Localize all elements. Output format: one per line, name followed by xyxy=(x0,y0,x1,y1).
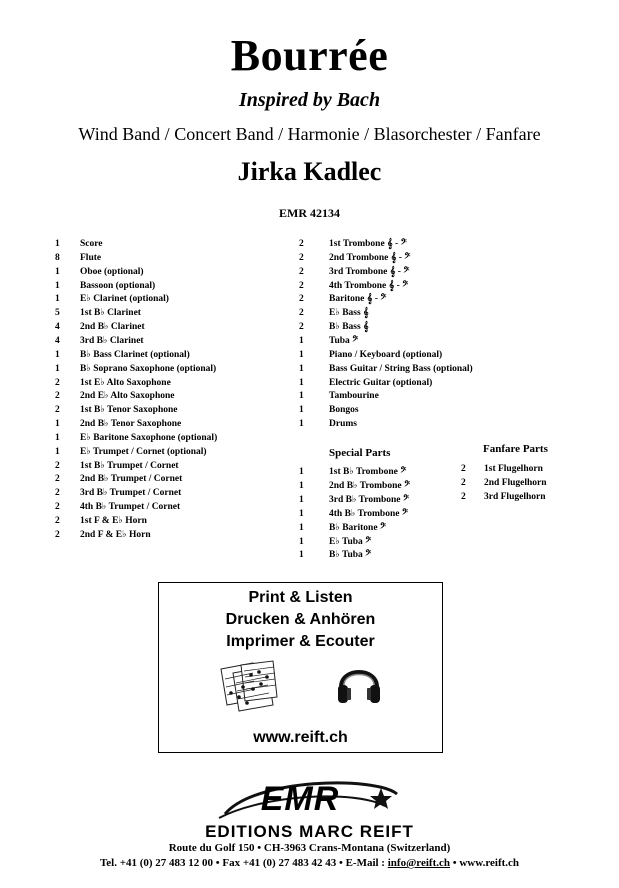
part-quantity: 2 xyxy=(55,474,60,485)
publisher-name: EDITIONS MARC REIFT xyxy=(205,822,414,841)
part-name: Baritone 𝄞 - 𝄢 xyxy=(329,294,387,305)
part-quantity: 1 xyxy=(55,239,60,249)
part-name: Piano / Keyboard (optional) xyxy=(329,349,443,360)
part-quantity: 1 xyxy=(55,432,60,443)
part-name: 2nd B♭ Tenor Saxophone xyxy=(80,419,182,430)
print-listen-de: Drucken & Anhören xyxy=(225,611,376,628)
catalog-number: EMR 42134 xyxy=(279,206,340,220)
part-quantity: 2 xyxy=(299,266,304,277)
part-name: E♭ Baritone Saxophone (optional) xyxy=(80,432,218,443)
special-parts-heading: Special Parts xyxy=(329,447,391,459)
print-listen-fr: Imprimer & Ecouter xyxy=(226,633,375,650)
part-name: 2nd B♭ Trumpet / Cornet xyxy=(80,474,183,485)
part-name: 2nd B♭ Trombone 𝄢 xyxy=(329,480,411,491)
part-quantity: 1 xyxy=(299,335,304,346)
part-quantity: 1 xyxy=(55,280,60,291)
special-parts-list xyxy=(299,465,469,565)
part-name: Oboe (optional) xyxy=(80,266,144,277)
part-name: 4th Trombone 𝄞 - 𝄢 xyxy=(329,280,409,291)
part-name: E♭ Bass 𝄞 xyxy=(329,308,369,319)
part-quantity: 2 xyxy=(55,516,60,526)
sheet-music-icon xyxy=(217,659,279,717)
print-listen-en: Print & Listen xyxy=(248,589,353,606)
website-link[interactable]: www.reift.ch xyxy=(253,729,348,746)
part-name: 2nd E♭ Alto Saxophone xyxy=(80,391,175,402)
part-name: 1st Flugelhorn xyxy=(484,464,543,474)
part-quantity: 1 xyxy=(55,419,60,430)
part-name: E♭ Trumpet / Cornet (optional) xyxy=(80,446,207,457)
part-quantity: 1 xyxy=(299,349,304,360)
parts-list-column-2 xyxy=(299,237,499,437)
part-name: Bassoon (optional) xyxy=(80,280,156,291)
email-link[interactable]: info@reift.ch xyxy=(387,857,451,869)
composer-name: Jirka Kadlec xyxy=(237,157,382,186)
part-name: B♭ Soprano Saxophone (optional) xyxy=(80,363,217,374)
part-quantity: 2 xyxy=(55,488,60,499)
parts-list-column-1 xyxy=(55,237,295,547)
part-quantity: 1 xyxy=(299,480,304,491)
part-name: B♭ Tuba 𝄢 xyxy=(329,550,372,561)
part-quantity: 1 xyxy=(299,363,304,374)
part-quantity: 1 xyxy=(299,522,304,533)
part-name: Tambourine xyxy=(329,391,379,402)
part-quantity: 1 xyxy=(55,349,60,360)
page-title: Bourrée xyxy=(230,31,389,80)
part-name: 2nd Flugelhorn xyxy=(484,477,547,488)
part-quantity: 1 xyxy=(299,550,304,561)
contact-phone-fax: Tel. +41 (0) 27 483 12 00 • Fax +41 (0) 27 483 42 43 • E-Mail : xyxy=(99,857,388,869)
part-name: 1st F & E♭ Horn xyxy=(80,516,147,526)
part-name: Bongos xyxy=(329,405,359,416)
part-name: B♭ Baritone 𝄢 xyxy=(329,522,387,533)
part-quantity: 2 xyxy=(299,294,304,305)
emr-logo-mark: EMR xyxy=(260,780,340,818)
part-name: Score xyxy=(80,239,103,249)
part-quantity: 2 xyxy=(299,239,304,249)
print-listen-box[interactable] xyxy=(158,582,443,753)
part-name: 3rd B♭ Trombone 𝄢 xyxy=(329,494,410,505)
ensembles-line: Wind Band / Concert Band / Harmonie / Blasorchester / Fanfare xyxy=(78,124,541,144)
part-quantity: 2 xyxy=(55,460,60,471)
part-quantity: 2 xyxy=(461,477,466,488)
part-quantity: 4 xyxy=(55,322,60,333)
part-quantity: 2 xyxy=(299,308,304,319)
part-quantity: 2 xyxy=(461,491,466,502)
contact-website: • www.reift.ch xyxy=(450,857,520,869)
part-name: 2nd Trombone 𝄞 - 𝄢 xyxy=(329,252,411,263)
fanfare-parts-list xyxy=(461,462,601,512)
part-name: 3rd Trombone 𝄞 - 𝄢 xyxy=(329,266,410,277)
part-name: 3rd B♭ Trumpet / Cornet xyxy=(80,488,182,499)
part-name: Flute xyxy=(80,252,102,263)
part-quantity: 1 xyxy=(55,294,60,305)
part-name: 1st B♭ Trombone 𝄢 xyxy=(329,467,407,477)
part-quantity: 1 xyxy=(299,377,304,388)
part-name: 1st Trombone 𝄞 - 𝄢 xyxy=(329,239,407,249)
publisher-address: Route du Golf 150 • CH-3963 Crans-Montana (Switzerland) xyxy=(168,842,451,854)
part-name: 3rd Flugelhorn xyxy=(484,491,546,502)
part-name: B♭ Bass 𝄞 xyxy=(329,322,369,333)
part-name: Electric Guitar (optional) xyxy=(329,377,433,388)
part-name: 4th B♭ Trumpet / Cornet xyxy=(80,502,181,513)
part-quantity: 1 xyxy=(299,419,304,430)
part-quantity: 1 xyxy=(299,536,304,547)
part-name: Tuba 𝄢 xyxy=(329,335,359,346)
part-quantity: 2 xyxy=(299,252,304,263)
part-quantity: 2 xyxy=(461,464,466,474)
part-quantity: 1 xyxy=(299,391,304,402)
part-name: 4th B♭ Trombone 𝄢 xyxy=(329,508,408,519)
part-quantity: 2 xyxy=(55,377,60,388)
subtitle: Inspired by Bach xyxy=(238,89,381,111)
part-quantity: 2 xyxy=(299,280,304,291)
headphones-icon xyxy=(335,657,383,709)
part-quantity: 1 xyxy=(299,494,304,505)
part-quantity: 1 xyxy=(55,266,60,277)
part-name: B♭ Bass Clarinet (optional) xyxy=(80,349,190,360)
part-quantity: 5 xyxy=(55,308,60,319)
part-quantity: 2 xyxy=(55,391,60,402)
part-name: 2nd F & E♭ Horn xyxy=(80,529,151,540)
part-quantity: 2 xyxy=(55,405,60,416)
part-name: 1st B♭ Tenor Saxophone xyxy=(80,405,178,416)
part-quantity: 8 xyxy=(55,252,60,263)
part-name: 1st B♭ Clarinet xyxy=(80,308,141,319)
fanfare-parts-heading: Fanfare Parts xyxy=(483,443,548,455)
part-name: E♭ Tuba 𝄢 xyxy=(329,536,372,547)
part-name: 2nd B♭ Clarinet xyxy=(80,322,145,333)
part-name: Drums xyxy=(329,419,357,430)
part-name: 1st E♭ Alto Saxophone xyxy=(80,377,171,388)
contact-line xyxy=(0,857,619,869)
part-name: 3rd B♭ Clarinet xyxy=(80,335,144,346)
part-quantity: 4 xyxy=(55,335,60,346)
part-name: 1st B♭ Trumpet / Cornet xyxy=(80,460,179,471)
part-quantity: 2 xyxy=(299,322,304,333)
part-quantity: 1 xyxy=(55,363,60,374)
part-quantity: 2 xyxy=(55,502,60,513)
part-quantity: 2 xyxy=(55,529,60,540)
part-quantity: 1 xyxy=(299,508,304,519)
part-name: Bass Guitar / String Bass (optional) xyxy=(329,363,473,374)
part-name: E♭ Clarinet (optional) xyxy=(80,294,169,305)
part-quantity: 1 xyxy=(55,446,60,457)
part-quantity: 1 xyxy=(299,467,304,477)
part-quantity: 1 xyxy=(299,405,304,416)
